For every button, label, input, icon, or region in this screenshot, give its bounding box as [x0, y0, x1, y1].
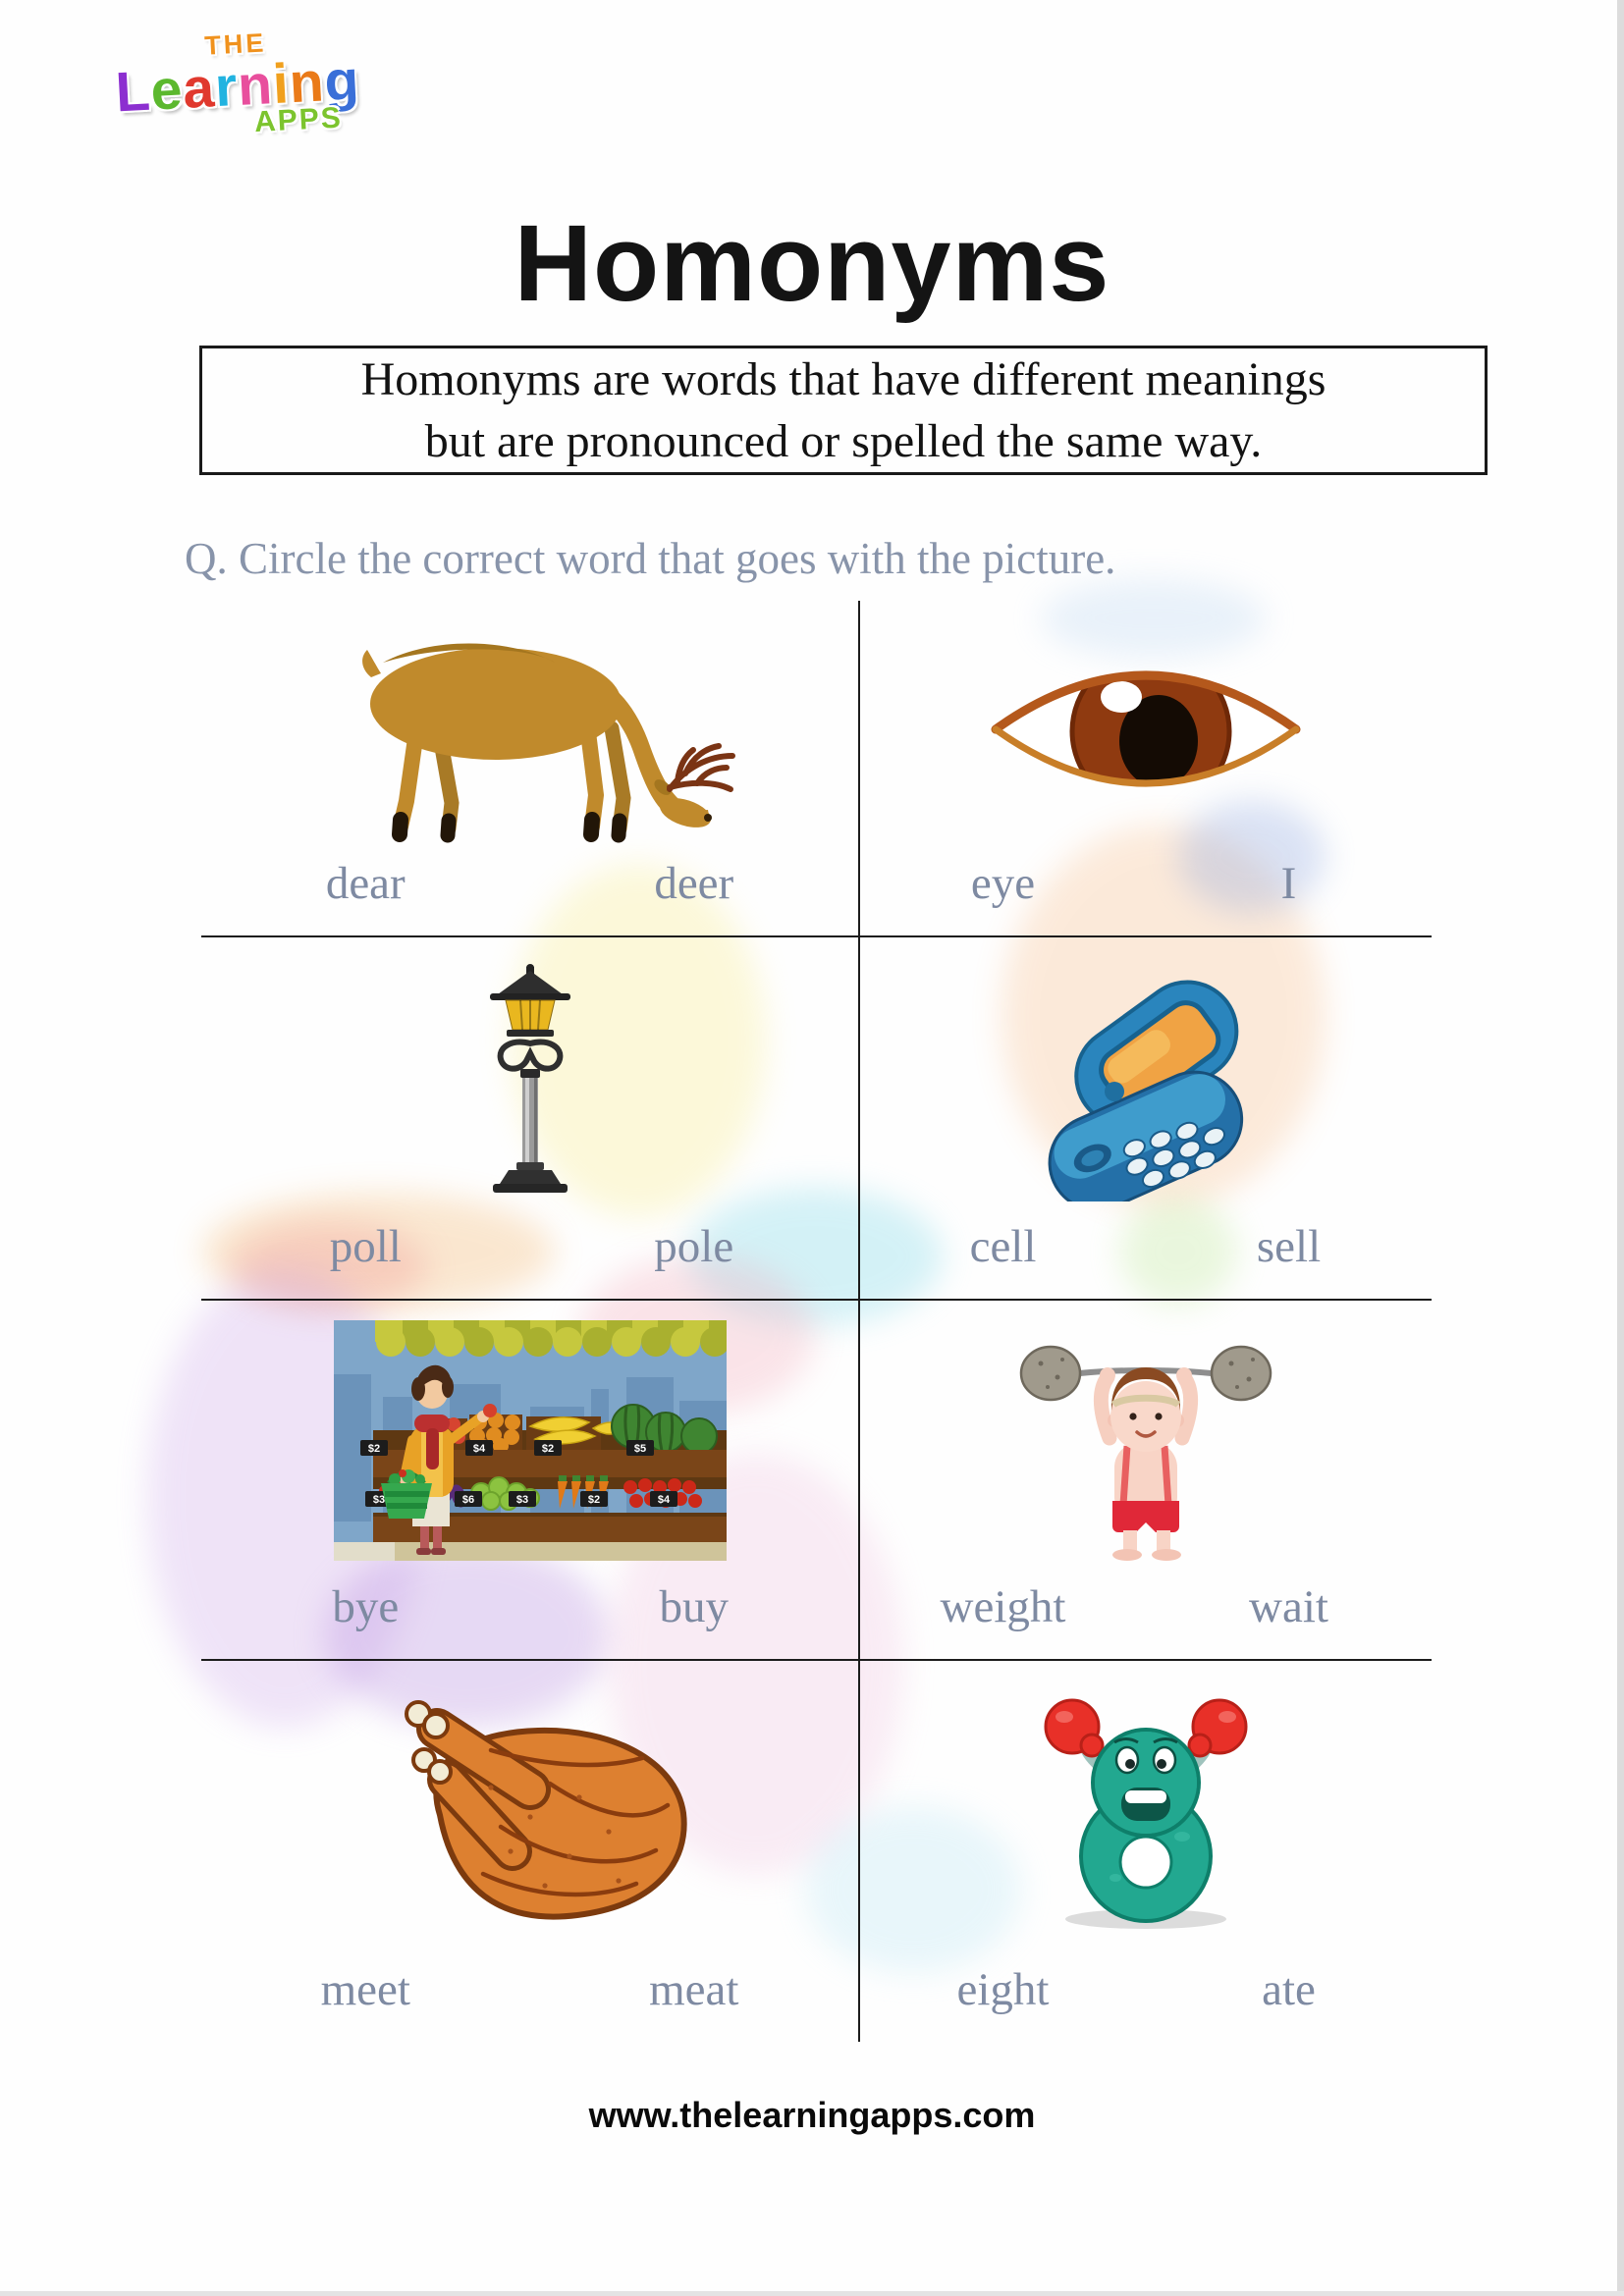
question-text: Q. Circle the correct word that goes with the picture. — [185, 534, 1116, 583]
logo-learning: Learning — [114, 48, 361, 125]
word-choice[interactable]: wait — [1249, 1581, 1328, 1632]
svg-text:$2: $2 — [367, 1443, 380, 1455]
word-choice[interactable]: sell — [1256, 1221, 1322, 1272]
word-choice[interactable]: weight — [940, 1581, 1066, 1632]
word-choice[interactable]: bye — [332, 1581, 400, 1632]
word-pair — [201, 1580, 858, 1659]
deer-image — [324, 609, 736, 849]
word-choice[interactable]: poll — [329, 1221, 402, 1272]
definition-box — [199, 346, 1488, 475]
flip-phone-image — [1028, 956, 1264, 1201]
word-pair — [860, 1220, 1432, 1299]
word-choice[interactable]: ate — [1262, 1964, 1316, 2015]
svg-text:$5: $5 — [633, 1443, 646, 1455]
number-eight-image — [1013, 1689, 1278, 1935]
svg-text:$3: $3 — [372, 1494, 385, 1506]
cell-weight-wait — [860, 1301, 1432, 1661]
word-choice[interactable]: eight — [956, 1964, 1050, 2015]
word-choice[interactable]: pole — [654, 1221, 734, 1272]
deer-antlers — [670, 746, 732, 789]
cell-cell-sell — [860, 937, 1432, 1301]
svg-text:$4: $4 — [472, 1443, 485, 1455]
scan-edge — [1617, 0, 1624, 2296]
scan-edge — [0, 2291, 1624, 2296]
svg-text:$6: $6 — [461, 1494, 474, 1506]
lamp-post-image — [476, 961, 584, 1197]
word-choice[interactable]: meat — [649, 1964, 739, 2015]
word-choice[interactable]: dear — [325, 858, 406, 909]
word-choice[interactable]: eye — [970, 858, 1036, 909]
turkey-image — [344, 1689, 717, 1935]
word-pair — [201, 1220, 858, 1299]
word-choice[interactable]: cell — [969, 1221, 1037, 1272]
website-url[interactable]: www.thelearningapps.com — [588, 2095, 1036, 2135]
word-pair — [860, 1580, 1432, 1659]
word-choice[interactable]: buy — [659, 1581, 729, 1632]
eye-image — [984, 604, 1308, 854]
logo-the: THE — [203, 27, 268, 61]
word-choice[interactable]: deer — [654, 858, 734, 909]
market-image — [334, 1320, 727, 1561]
worksheet-grid — [201, 601, 1432, 2042]
word-pair — [860, 857, 1432, 935]
word-choice[interactable]: I — [1280, 858, 1297, 909]
page-title: Homonyms — [514, 203, 1110, 324]
word-choice[interactable]: meet — [320, 1964, 410, 2015]
cell-meet-meat — [201, 1661, 860, 2042]
cell-bye-buy — [201, 1301, 860, 1661]
svg-text:$2: $2 — [587, 1494, 600, 1506]
svg-text:$3: $3 — [515, 1494, 528, 1506]
definition-line-2: but are pronounced or spelled the same way. — [424, 415, 1263, 467]
logo-apps: APPS — [253, 101, 344, 139]
word-pair — [860, 1963, 1432, 2042]
svg-text:$2: $2 — [541, 1443, 554, 1455]
word-pair — [201, 857, 858, 935]
cell-dear-deer — [201, 601, 860, 937]
cell-eye-i — [860, 601, 1432, 937]
cell-poll-pole — [201, 937, 860, 1301]
definition-line-1: Homonyms are words that have different meanings — [360, 352, 1326, 405]
svg-text:$4: $4 — [657, 1494, 670, 1506]
weightlifter-image — [1013, 1318, 1278, 1564]
brand-logo — [87, 22, 388, 148]
word-pair — [201, 1963, 858, 2042]
cell-eight-ate — [860, 1661, 1432, 2042]
